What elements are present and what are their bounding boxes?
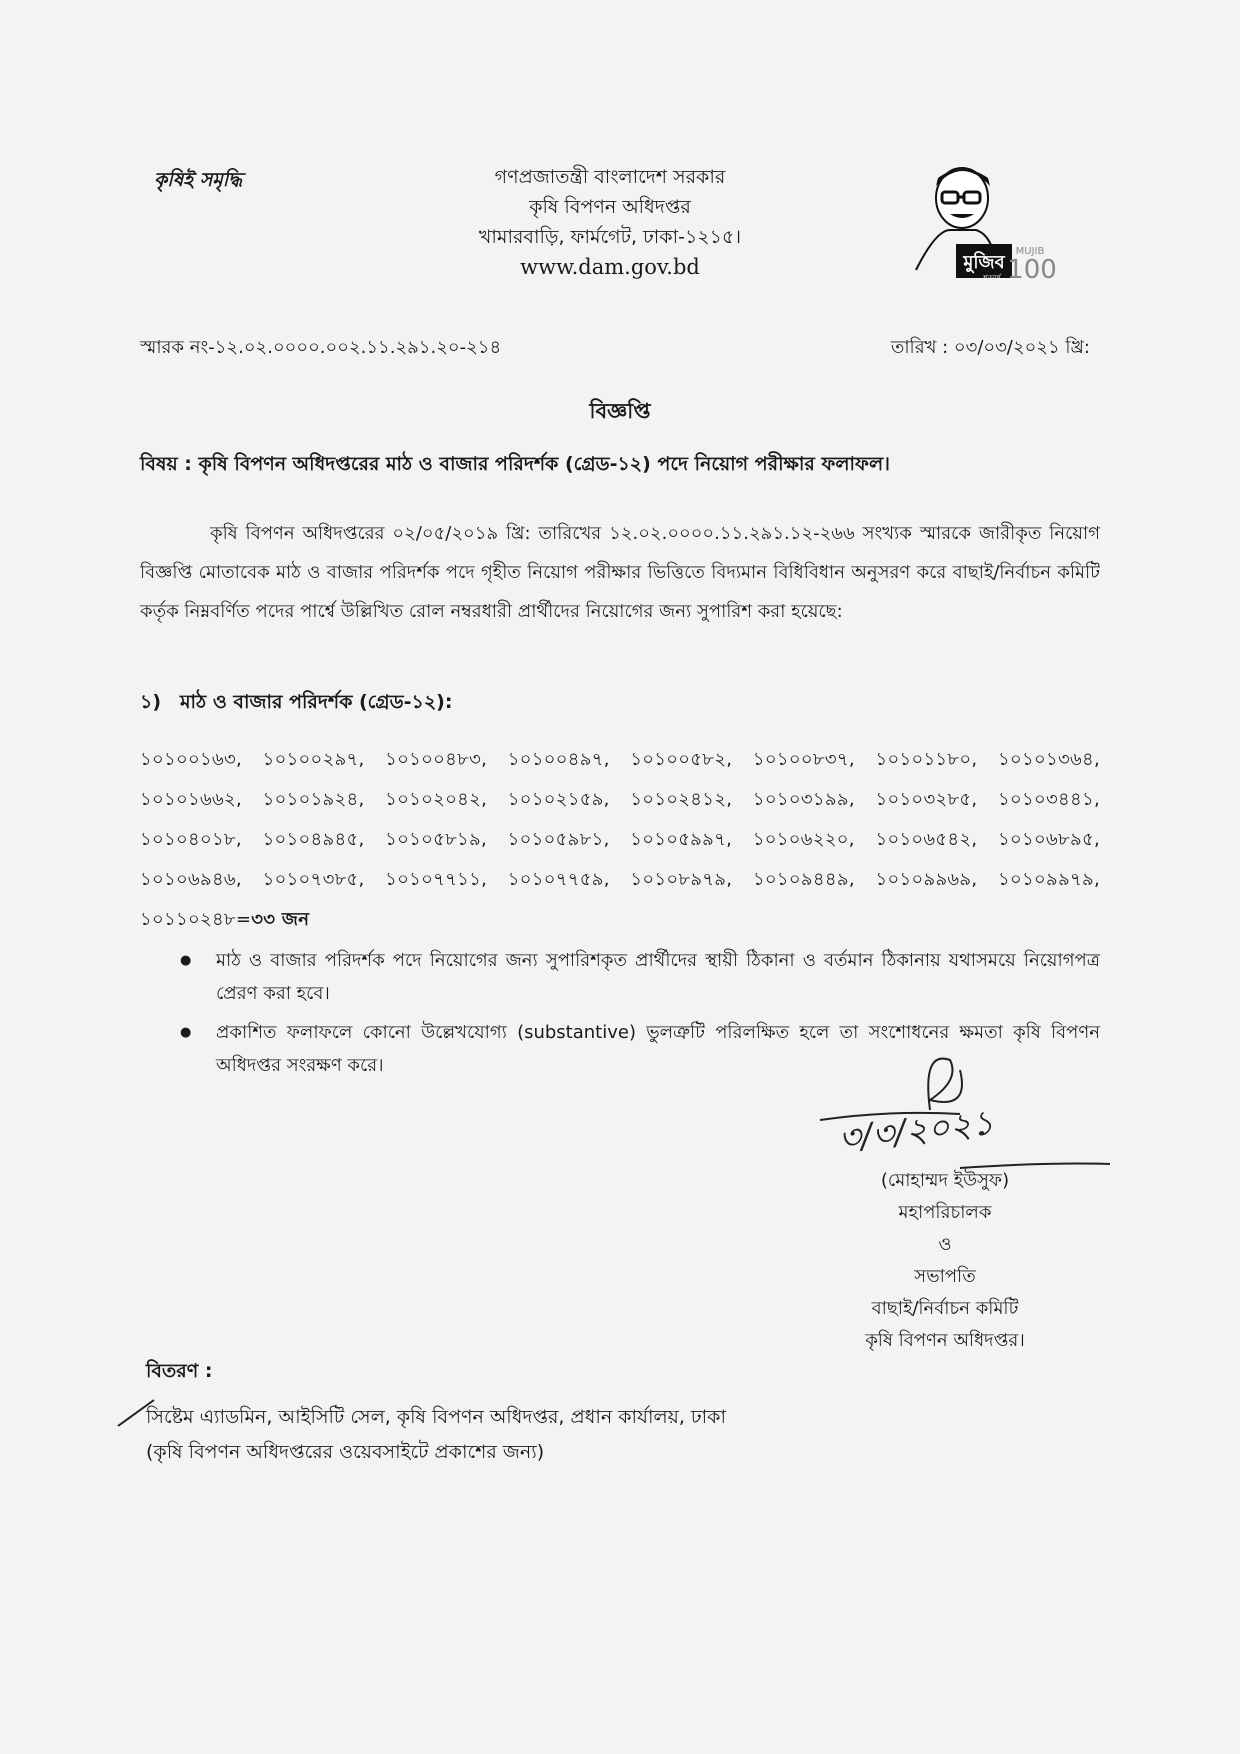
logo-bengali-subtext: শতবর্ষ <box>983 274 1001 282</box>
logo-number: 100 <box>1007 255 1057 285</box>
signatory-role: সভাপতি <box>914 1266 976 1287</box>
signatory-designation: মহাপরিচালক <box>898 1202 992 1223</box>
letterhead-government: গণপ্রজাতন্ত্রী বাংলাদেশ সরকার <box>494 166 726 188</box>
logo-bengali-text: মুজিব <box>963 252 1005 273</box>
signatory-office: কৃষি বিপণন অধিদপ্তর। <box>865 1330 1025 1351</box>
signatory-name: (মোহাম্মদ ইউসুফ) <box>880 1170 1010 1191</box>
signatory-block <box>820 1165 1070 1357</box>
handwritten-date: ৩/৩/২০২১ <box>836 1102 996 1159</box>
distribution-heading: বিতরণ : <box>146 1360 213 1382</box>
section-heading <box>140 688 452 720</box>
total-count: ৩৩ জন <box>251 909 310 930</box>
letterhead <box>400 162 820 282</box>
roll-numbers: ১০১০০১৬৩, ১০১০০২৯৭, ১০১০০৪৮৩, ১০১০০৪৯৭, ১০১০০৫৮২, ১০১০০৮৩৭, ১০১০১১৮০, ১০১০১৩৬৪, ১০১০১৬৬২, ১০১০১৯২৪, ১০১০২০৪২, ১০১০২১৫৯, ১০১০২৪১২, ১০১০৩১৯৯, ১০১০৩২৮৫, ১০১০৩৪৪১, ১০১০৪০১৮, ১০১০৪৯৪৫, ১০১০৫৮১৯, ১০১০৫৯৮১, ১০১০৫৯৯৭, ১০১০৬২২০, ১০১০৬৫৪২, ১০১০৬৮৯৫, ১০১০৬৯৪৬, ১০১০৭৩৮৫, ১০১০৭৭১১, ১০১০৭৭৫৯, ১০১০৮৯৭৯, ১০১০৯৪৪৯, ১০১০৯৯৬৯, ১০১০৯৯৭৯, <box>140 749 1100 890</box>
note-item: ● প্রকাশিত ফলাফলে কোনো উল্লেখযোগ্য (substantive) ভুলত্রুটি পরিলক্ষিত হলে তা সংশোধনের ক্ষমতা কৃষি বিপণন অধিদপ্তর সংরক্ষণ করে। <box>180 1016 1100 1082</box>
motto: কৃষিই সমৃদ্ধি <box>154 169 243 191</box>
logo-english-text: MUJIB <box>1015 246 1045 257</box>
roll-number-list <box>140 740 1100 940</box>
signatory-committee: বাছাই/নির্বাচন কমিটি <box>871 1298 1019 1319</box>
memo-number: স্মারক নং-১২.০২.০০০০.০০২.১১.২৯১.২০-২১৪ <box>140 337 502 358</box>
notice-subject: বিষয় : কৃষি বিপণন অধিদপ্তরের মাঠ ও বাজার পরিদর্শক (গ্রেড-১২) পদে নিয়োগ পরীক্ষার ফলাফল। <box>140 453 890 475</box>
letterhead-website: www.dam.gov.bd <box>520 255 700 279</box>
distribution-recipient: সিষ্টেম এ্যাডমিন, আইসিটি সেল, কৃষি বিপণন অধিদপ্তর, প্রধান কার্যালয়, ঢাকা <box>146 1406 726 1428</box>
section-title: মাঠ ও বাজার পরিদর্শক (গ্রেড-১২): <box>180 691 453 713</box>
memo-date: তারিখ : ০৩/০৩/২০২১ খ্রি: <box>890 337 1090 358</box>
section-number: ১) <box>140 691 162 713</box>
handwritten-signature <box>810 1040 1120 1180</box>
letterhead-address: খামারবাড়ি, ফার্মগেট, ঢাকা-১২১৫। <box>478 226 742 248</box>
signatory-conjunction: ও <box>938 1234 952 1255</box>
body-paragraph: কৃষি বিপণন অধিদপ্তরের ০২/০৫/২০১৯ খ্রি: তারিখের ১২.০২.০০০০.১১.২৯১.১২-২৬৬ সংখ্যক স্মারকে জারীকৃত নিয়োগ বিজ্ঞপ্তি মোতাবেক মাঠ ও বাজার পরিদর্শক পদে গৃহীত নিয়োগ পরীক্ষার ভিত্তিতে বিদ্যমান বিধিবিধান অনুসরণ করে বাছাই/নির্বাচন কমিটি কর্তৃক নিম্নবর্ণিত পদের পার্শ্বে উল্লিখিত রোল নম্বরধারী প্রার্থীদের নিয়োগের জন্য সুপারিশ করা হয়েছে: <box>140 523 1100 622</box>
mujib-100-logo <box>906 160 1086 288</box>
distribution-purpose: (কৃষি বিপণন অধিদপ্তরের ওয়েবসাইটে প্রকাশের জন্য) <box>146 1441 545 1463</box>
last-roll-number: ১০১১০২৪৮= <box>140 909 252 930</box>
note-item: ● মাঠ ও বাজার পরিদর্শক পদে নিয়োগের জন্য সুপারিশকৃত প্রার্থীদের স্থায়ী ঠিকানা ও বর্তমান ঠিকানায় যথাসময়ে নিয়োগপত্র প্রেরণ করা হবে। <box>180 944 1100 1010</box>
notice-title: বিজ্ঞপ্তি <box>589 399 651 423</box>
letterhead-department: কৃষি বিপণন অধিদপ্তর <box>529 196 691 218</box>
